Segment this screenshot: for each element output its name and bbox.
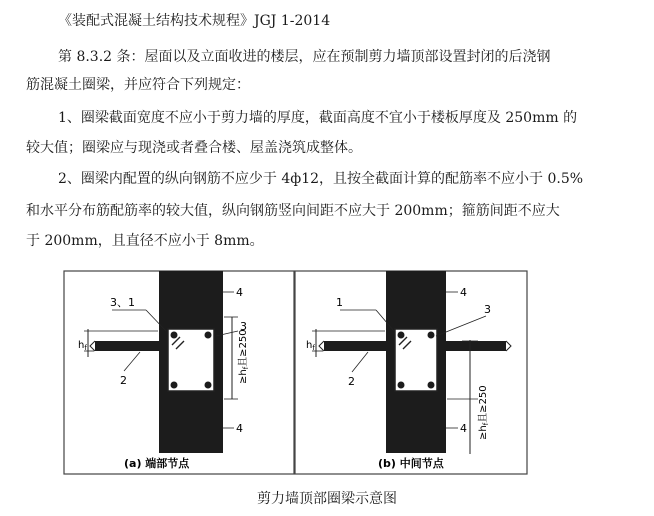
lower-wall-left — [159, 399, 223, 453]
caption-left: (a) 端部节点 — [124, 457, 190, 470]
label-left-4b: 4 — [236, 422, 243, 435]
document-heading: 《装配式混凝土结构技术规程》JGJ 1-2014 — [58, 13, 331, 29]
upper-wall-left — [159, 271, 223, 317]
panel-left — [64, 271, 294, 474]
label-left-4a: 4 — [236, 286, 243, 299]
rebar-right-4 — [428, 382, 435, 389]
slab-right-left — [324, 341, 386, 351]
figure-caption: 剪力墙顶部圈梁示意图 — [257, 491, 397, 507]
caption-right: (b) 中间节点 — [378, 457, 444, 470]
rebar-left-3 — [171, 382, 178, 389]
item-2-line-2: 和水平分布筋配筋率的较大值，纵向钢筋竖向间距不应大于 200mm；箍筋间距不应大 — [26, 203, 560, 219]
upper-wall-right — [386, 271, 446, 317]
rebar-right-2 — [428, 332, 435, 339]
label-right-2: 2 — [348, 375, 355, 388]
label-left-31: 3、1 — [110, 296, 135, 309]
slab-right-right — [446, 341, 506, 351]
label-right-4b: 4 — [460, 422, 467, 435]
lower-wall-right — [386, 399, 446, 453]
rebar-right-1 — [398, 332, 405, 339]
label-left-2: 2 — [120, 374, 127, 387]
rebar-left-4 — [205, 382, 212, 389]
panel-right — [295, 271, 527, 474]
label-right-hf: $h_f$ — [306, 340, 315, 352]
label-right-1: 1 — [336, 296, 343, 309]
label-right-4a: 4 — [460, 286, 467, 299]
slab-left — [95, 341, 159, 351]
rebar-left-2 — [205, 332, 212, 339]
rebar-left-1 — [171, 332, 178, 339]
label-left-3: 3 — [240, 320, 247, 333]
rebar-right-3 — [398, 382, 405, 389]
clause-line-2: 筋混凝土圈梁，并应符合下列规定： — [26, 77, 250, 93]
item-1-line-2: 较大值；圈梁应与现浇或者叠合楼、屋盖浇筑成整体。 — [26, 140, 362, 156]
label-right-3: 3 — [484, 303, 491, 316]
label-left-hf: $h_f$ — [78, 340, 87, 352]
item-2-line-3: 于 200mm，且直径不应小于 8mm。 — [26, 233, 264, 249]
item-2-line-1: 2、圈梁内配置的纵向钢筋不应少于 4ф12，且按全截面计算的配筋率不应小于 0.5% — [58, 171, 584, 187]
label-right-dim: $\ge h_f$且≥250 — [478, 385, 490, 440]
item-1-line-1: 1、圈梁截面宽度不应小于剪力墙的厚度，截面高度不宜小于楼板厚度及 250mm 的 — [58, 110, 578, 126]
label-left-dim: $\ge h_f$且≥250 — [238, 329, 250, 384]
clause-line-1: 第 8.3.2 条：屋面以及立面收进的楼层，应在预制剪力墙顶部设置封闭的后浇钢 — [58, 49, 551, 65]
